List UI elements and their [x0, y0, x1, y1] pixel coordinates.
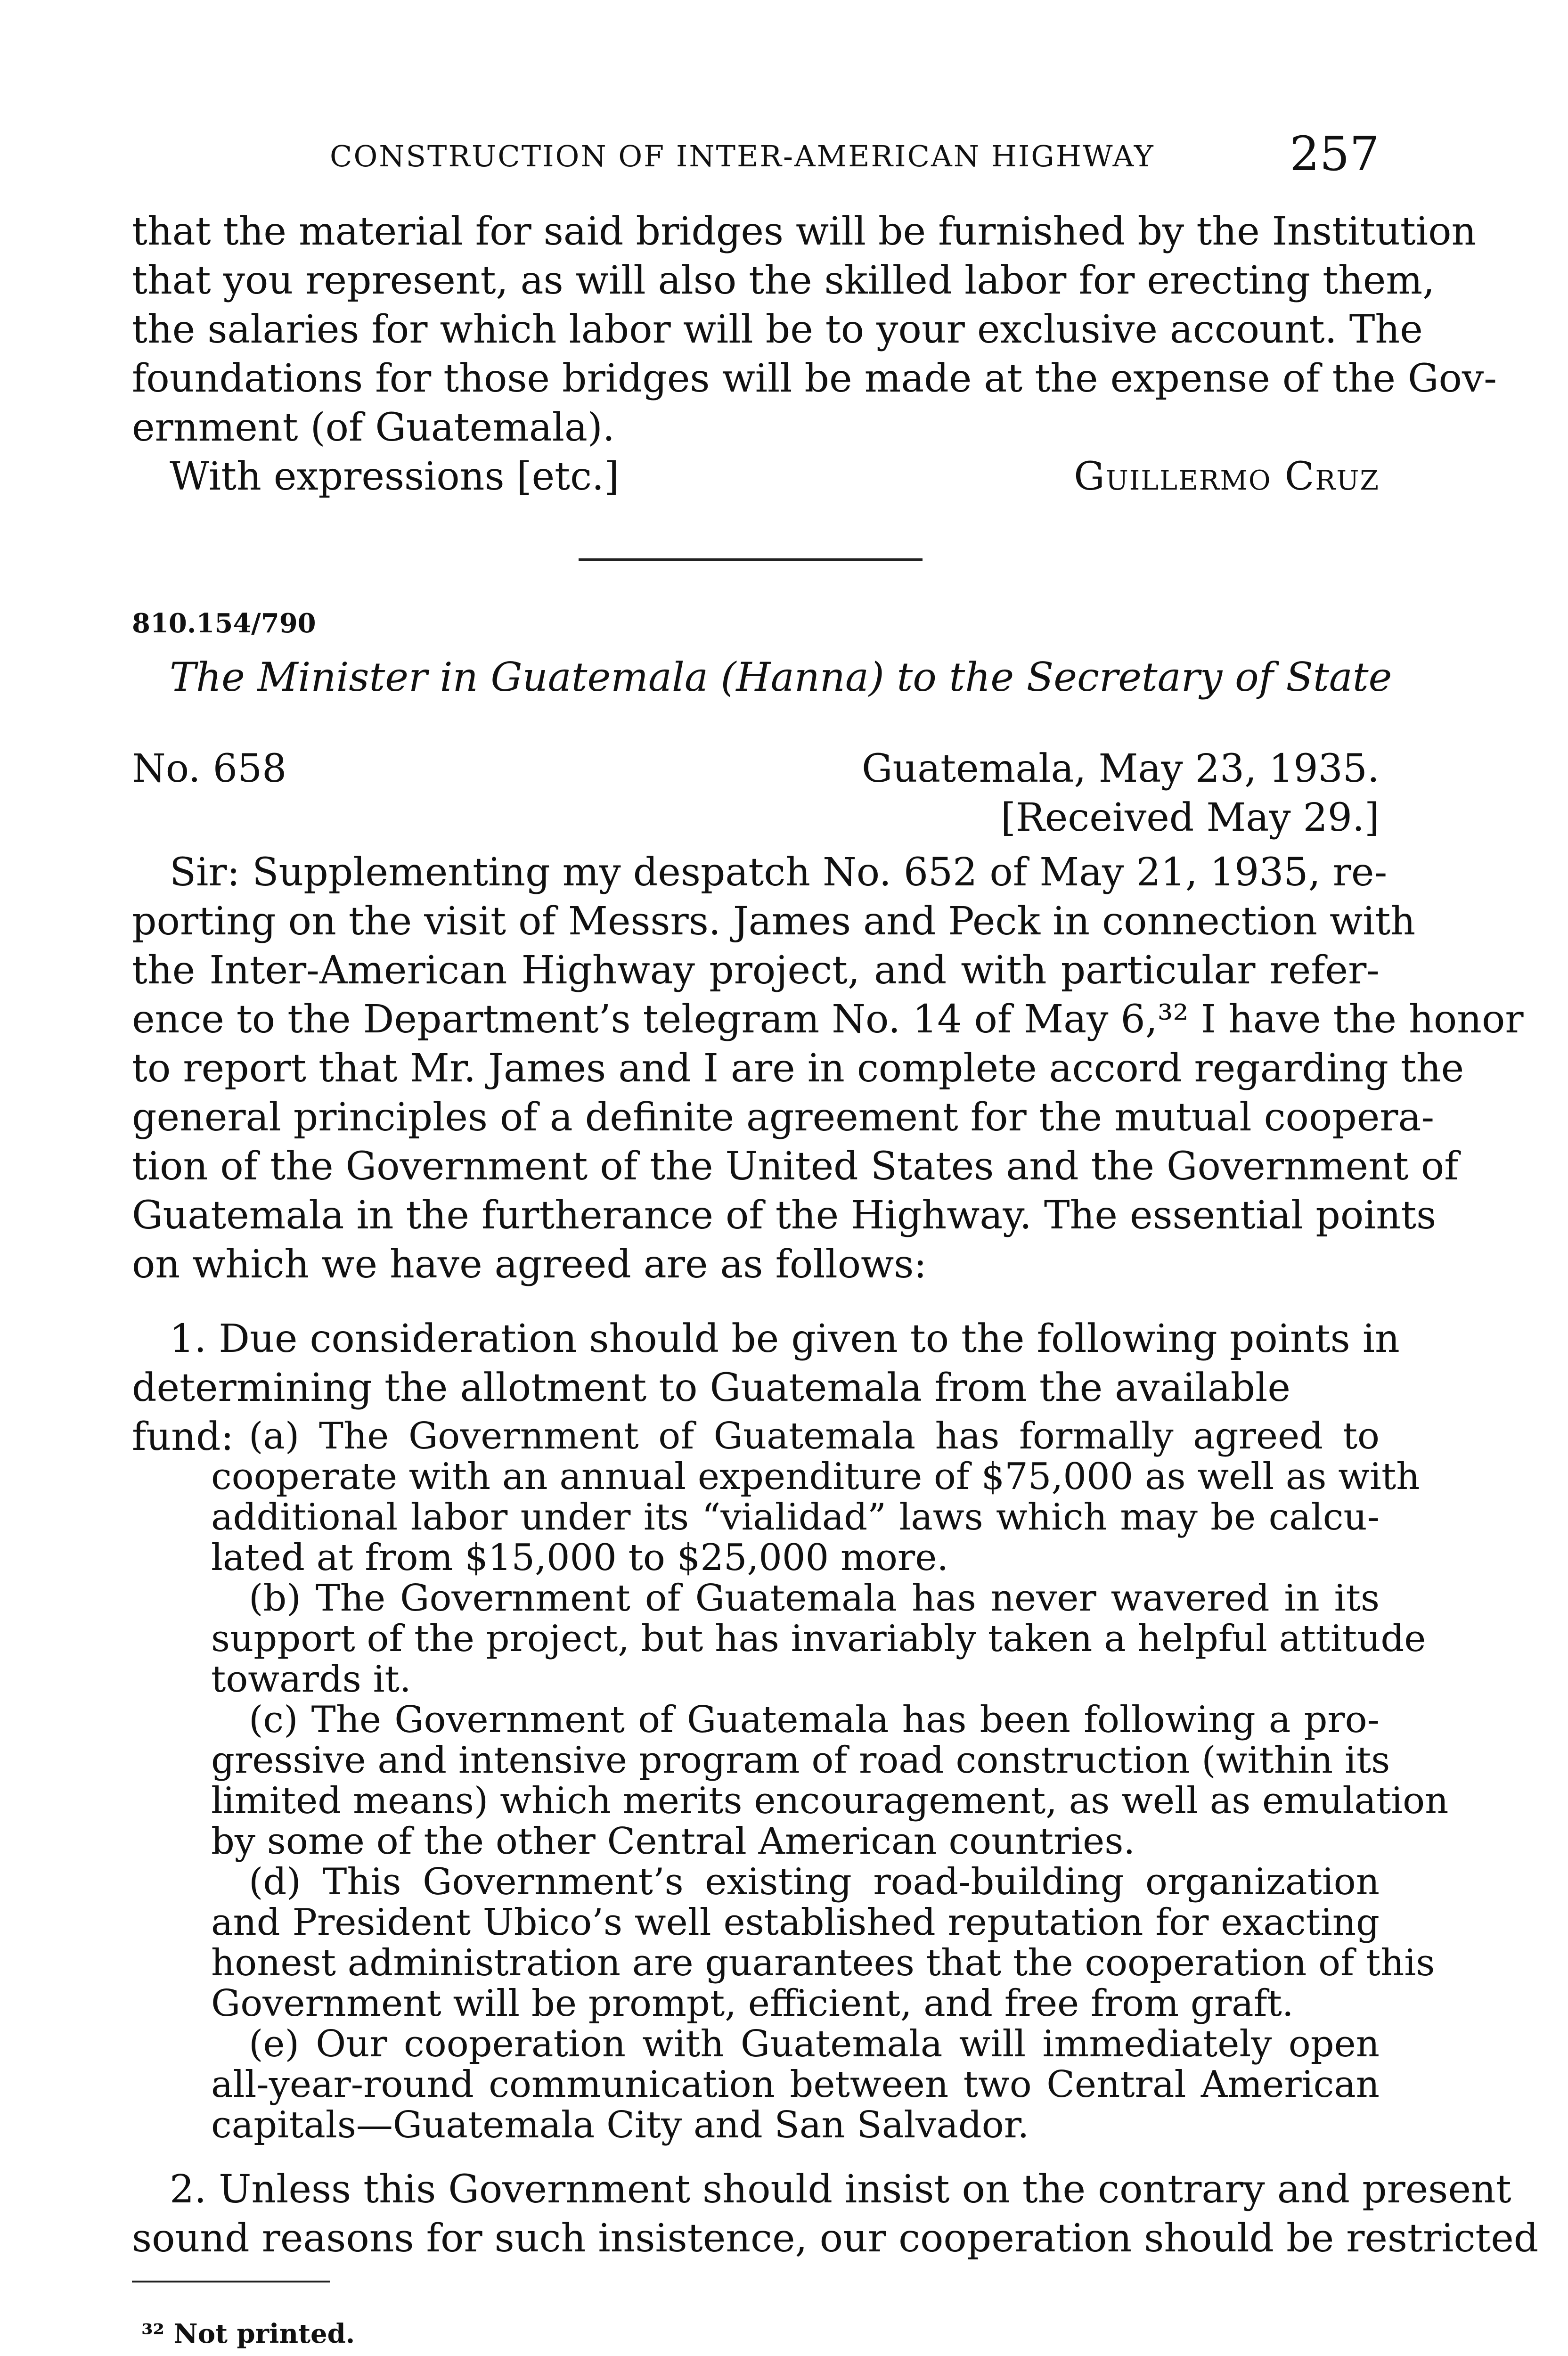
page-number: 257	[1290, 126, 1380, 181]
closing-line: With expressions [etc.]	[170, 454, 620, 499]
text-line: that the material for said bridges will be furnished by the Institution	[132, 209, 1477, 254]
file-number: 810.154/790	[132, 608, 316, 639]
text-line: towards it.	[211, 1658, 411, 1701]
despatch-body	[132, 848, 1524, 1289]
sub-point-b: (b) The Government of Guatemala has never wavered in its	[249, 1577, 1380, 1620]
received-date: [Received May 29.]	[1001, 795, 1380, 840]
sub-point-c: (c) The Government of Guatemala has been following a pro-	[249, 1699, 1380, 1741]
text-line: additional labor under its “vialidad” laws which may be calcu-	[211, 1496, 1380, 1538]
text-line: determining the allotment to Guatemala from the available fund:	[132, 1366, 1290, 1459]
text-line: the Inter-American Highway project, and with particular refer-	[132, 948, 1380, 993]
text-line: all-year-round communication between two Central American	[211, 2063, 1380, 2106]
sub-point-a: (a) The Government of Guatemala has formally agreed to	[249, 1415, 1380, 1457]
text-line: gressive and intensive program of road construction (within its	[211, 1739, 1390, 1782]
text-line: the salaries for which labor will be to your exclusive account. The	[132, 307, 1423, 352]
signature: Guillermo Cruz	[1074, 454, 1380, 499]
point-2	[132, 2165, 1539, 2263]
footnote-rule	[132, 2281, 330, 2282]
text-line: by some of the other Central American countries.	[211, 1820, 1135, 1863]
text-line: foundations for those bridges will be made at the expense of the Gov-	[132, 356, 1497, 401]
text-line: general principles of a definite agreement for the mutual coopera-	[132, 1095, 1435, 1140]
text-line: lated at from $15,000 to $25,000 more.	[211, 1537, 949, 1579]
running-header: CONSTRUCTION OF INTER-AMERICAN HIGHWAY	[330, 139, 1155, 173]
text-line: capitals—Guatemala City and San Salvador.	[211, 2104, 1029, 2146]
text-line: limited means) which merits encouragement, as well as emulation	[211, 1780, 1449, 1822]
text-line: ernment (of Guatemala).	[132, 405, 615, 450]
text-line: Sir: Supplementing my despatch No. 652 of May 21, 1935, re-	[170, 850, 1388, 895]
text-line: sound reasons for such insistence, our cooperation should be restricted	[132, 2216, 1539, 2261]
text-line: porting on the visit of Messrs. James and Peck in connection with	[132, 899, 1416, 944]
sub-points	[211, 1415, 1449, 2146]
text-line: that you represent, as will also the skilled labor for erecting them,	[132, 258, 1435, 303]
text-line: and President Ubico’s well established reputation for exacting	[211, 1901, 1380, 1944]
text-line: tion of the Government of the United States and the Government of	[132, 1144, 1459, 1189]
prev-letter-text	[132, 207, 1497, 452]
text-line: Guatemala in the furtherance of the Highway. The essential points	[132, 1193, 1437, 1238]
text-line: Government will be prompt, efficient, and free from graft.	[211, 1982, 1294, 2025]
sub-point-d: (d) This Government’s existing road-building organization	[249, 1861, 1380, 1903]
section-divider	[579, 558, 923, 561]
text-line: 1. Due consideration should be given to the following points in	[170, 1317, 1400, 1361]
place-date: Guatemala, May 23, 1935.	[861, 746, 1380, 791]
text-line: ence to the Department’s telegram No. 14 of May 6,³² I have the honor	[132, 997, 1524, 1042]
text-line: on which we have agreed are as follows:	[132, 1242, 927, 1287]
text-line: support of the project, but has invariably taken a helpful attitude	[211, 1618, 1426, 1660]
document-title: The Minister in Guatemala (Hanna) to the Secretary of State	[170, 654, 1392, 700]
text-line: cooperate with an annual expenditure of $75,000 as well as with	[211, 1456, 1420, 1498]
despatch-number: No. 658	[132, 746, 287, 791]
text-line: 2. Unless this Government should insist on the contrary and present	[170, 2167, 1511, 2212]
text-line: honest administration are guarantees that the cooperation of this	[211, 1942, 1435, 1984]
text-line: to report that Mr. James and I are in complete accord regarding the	[132, 1046, 1464, 1091]
footnote: ³² Not printed.	[141, 2318, 355, 2349]
sub-point-e: (e) Our cooperation with Guatemala will immediately open	[249, 2023, 1380, 2065]
